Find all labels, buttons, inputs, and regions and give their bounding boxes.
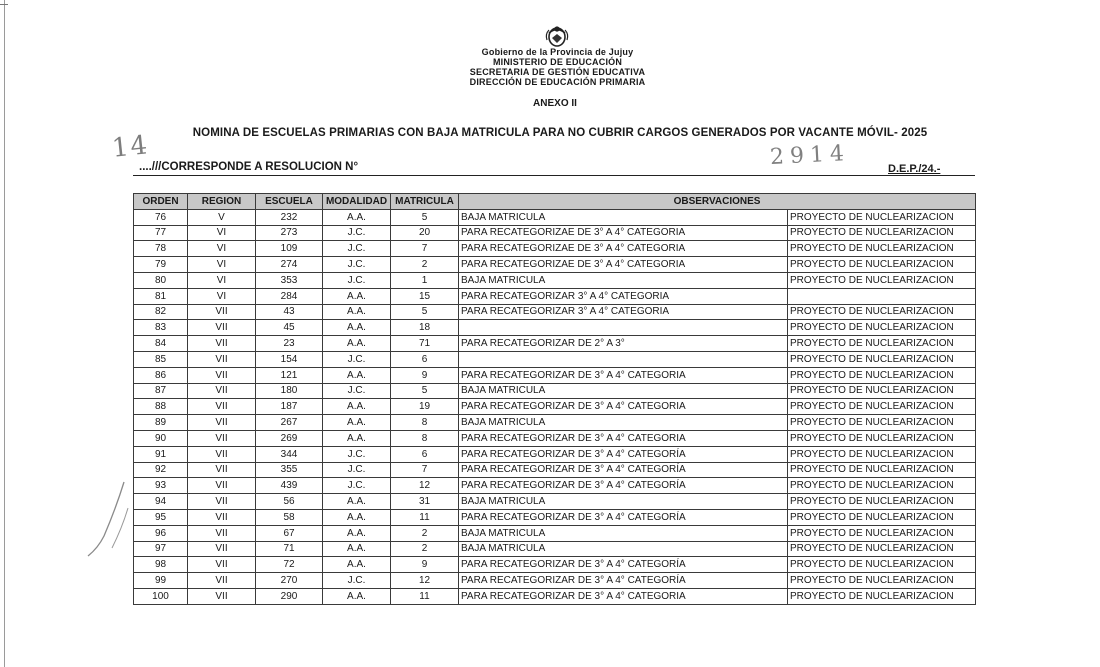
cell-observacion: BAJA MATRICULA bbox=[459, 525, 788, 541]
cell-observacion: PARA RECATEGORIZAR DE 3° A 4° CATEGORÍA bbox=[459, 509, 788, 525]
cell-escuela: 273 bbox=[256, 225, 323, 241]
cell-region: VI bbox=[188, 257, 256, 273]
cell-orden: 84 bbox=[134, 336, 188, 352]
cell-observacion: PARA RECATEGORIZAR DE 3° A 4° CATEGORIA bbox=[459, 367, 788, 383]
table-row bbox=[134, 494, 976, 510]
government-line: Gobierno de la Provincia de Jujuy bbox=[481, 47, 634, 57]
header-region: REGION bbox=[188, 194, 256, 210]
cell-escuela: 43 bbox=[256, 304, 323, 320]
cell-observacion: PARA RECATEGORIZAR DE 3° A 4° CATEGORIA bbox=[459, 430, 788, 446]
cell-observacion: BAJA MATRICULA bbox=[459, 209, 788, 225]
cell-escuela: 270 bbox=[256, 573, 323, 589]
cell-region: VII bbox=[188, 351, 256, 367]
cell-orden: 82 bbox=[134, 304, 188, 320]
cell-proyecto: PROYECTO DE NUCLEARIZACION bbox=[788, 494, 976, 510]
header-escuela: ESCUELA bbox=[256, 194, 323, 210]
secretariat-line: SECRETARIA DE GESTIÓN EDUCATIVA bbox=[469, 67, 646, 77]
dep-code: D.E.P./24.- bbox=[888, 163, 941, 175]
cell-modalidad: J.C. bbox=[323, 225, 391, 241]
cell-escuela: 284 bbox=[256, 288, 323, 304]
schools-table bbox=[133, 193, 976, 605]
cell-escuela: 67 bbox=[256, 525, 323, 541]
cell-region: VII bbox=[188, 415, 256, 431]
cell-region: VI bbox=[188, 225, 256, 241]
cell-observacion: BAJA MATRICULA bbox=[459, 494, 788, 510]
cell-observacion: PARA RECATEGORIZAE DE 3° A 4° CATEGORIA bbox=[459, 241, 788, 257]
cell-escuela: 109 bbox=[256, 241, 323, 257]
cell-observacion: PARA RECATEGORIZAR DE 3° A 4° CATEGORÍA bbox=[459, 478, 788, 494]
table-row bbox=[134, 320, 976, 336]
cell-escuela: 23 bbox=[256, 336, 323, 352]
cell-matricula: 8 bbox=[391, 415, 459, 431]
scan-edge-line bbox=[4, 0, 5, 667]
cell-modalidad: J.C. bbox=[323, 573, 391, 589]
cell-escuela: 72 bbox=[256, 557, 323, 573]
header-observaciones: OBSERVACIONES bbox=[459, 194, 976, 210]
cell-orden: 100 bbox=[134, 588, 188, 604]
table-row bbox=[134, 588, 976, 604]
cell-proyecto: PROYECTO DE NUCLEARIZACION bbox=[788, 588, 976, 604]
cell-matricula: 12 bbox=[391, 573, 459, 589]
cell-proyecto: PROYECTO DE NUCLEARIZACION bbox=[788, 462, 976, 478]
cell-orden: 81 bbox=[134, 288, 188, 304]
cell-orden: 91 bbox=[134, 446, 188, 462]
cell-matricula: 20 bbox=[391, 225, 459, 241]
cell-proyecto: PROYECTO DE NUCLEARIZACION bbox=[788, 383, 976, 399]
cell-matricula: 2 bbox=[391, 257, 459, 273]
ministry-line: MINISTERIO DE EDUCACIÓN bbox=[492, 57, 623, 67]
cell-proyecto: PROYECTO DE NUCLEARIZACION bbox=[788, 209, 976, 225]
cell-orden: 78 bbox=[134, 241, 188, 257]
cell-region: VII bbox=[188, 383, 256, 399]
cell-escuela: 121 bbox=[256, 367, 323, 383]
cell-proyecto: PROYECTO DE NUCLEARIZACION bbox=[788, 351, 976, 367]
cell-proyecto: PROYECTO DE NUCLEARIZACION bbox=[788, 367, 976, 383]
scan-edge-tick bbox=[0, 4, 8, 5]
cell-escuela: 274 bbox=[256, 257, 323, 273]
cell-observacion: PARA RECATEGORIZAR 3° A 4° CATEGORIA bbox=[459, 288, 788, 304]
cell-escuela: 180 bbox=[256, 383, 323, 399]
cell-escuela: 232 bbox=[256, 209, 323, 225]
cell-escuela: 267 bbox=[256, 415, 323, 431]
cell-escuela: 439 bbox=[256, 478, 323, 494]
cell-modalidad: A.A. bbox=[323, 320, 391, 336]
cell-orden: 79 bbox=[134, 257, 188, 273]
header-orden: ORDEN bbox=[134, 194, 188, 210]
table-row bbox=[134, 509, 976, 525]
cell-orden: 98 bbox=[134, 557, 188, 573]
cell-matricula: 31 bbox=[391, 494, 459, 510]
cell-proyecto: PROYECTO DE NUCLEARIZACION bbox=[788, 541, 976, 557]
cell-escuela: 56 bbox=[256, 494, 323, 510]
cell-observacion bbox=[459, 351, 788, 367]
cell-modalidad: A.A. bbox=[323, 399, 391, 415]
cell-orden: 88 bbox=[134, 399, 188, 415]
table-row bbox=[134, 241, 976, 257]
cell-observacion: PARA RECATEGORIZAR DE 3° A 4° CATEGORÍA bbox=[459, 462, 788, 478]
cell-modalidad: J.C. bbox=[323, 383, 391, 399]
cell-observacion: PARA RECATEGORIZAR DE 3° A 4° CATEGORÍA bbox=[459, 446, 788, 462]
cell-orden: 77 bbox=[134, 225, 188, 241]
cell-orden: 95 bbox=[134, 509, 188, 525]
cell-escuela: 290 bbox=[256, 588, 323, 604]
cell-region: VII bbox=[188, 367, 256, 383]
cell-proyecto: PROYECTO DE NUCLEARIZACION bbox=[788, 399, 976, 415]
table-row bbox=[134, 383, 976, 399]
cell-region: VI bbox=[188, 241, 256, 257]
cell-region: VII bbox=[188, 588, 256, 604]
cell-orden: 87 bbox=[134, 383, 188, 399]
table-row bbox=[134, 573, 976, 589]
cell-escuela: 269 bbox=[256, 430, 323, 446]
cell-matricula: 18 bbox=[391, 320, 459, 336]
cell-proyecto: PROYECTO DE NUCLEARIZACION bbox=[788, 272, 976, 288]
cell-matricula: 2 bbox=[391, 525, 459, 541]
cell-escuela: 353 bbox=[256, 272, 323, 288]
table-row bbox=[134, 557, 976, 573]
cell-observacion: PARA RECATEGORIZAR DE 3° A 4° CATEGORIA bbox=[459, 588, 788, 604]
cell-matricula: 5 bbox=[391, 383, 459, 399]
table-row bbox=[134, 541, 976, 557]
cell-matricula: 15 bbox=[391, 288, 459, 304]
cell-region: VII bbox=[188, 557, 256, 573]
table-row bbox=[134, 367, 976, 383]
cell-observacion: BAJA MATRICULA bbox=[459, 383, 788, 399]
cell-proyecto: PROYECTO DE NUCLEARIZACION bbox=[788, 478, 976, 494]
cell-proyecto: PROYECTO DE NUCLEARIZACION bbox=[788, 573, 976, 589]
cell-observacion: PARA RECATEGORIZAE DE 3° A 4° CATEGORIA bbox=[459, 225, 788, 241]
cell-matricula: 8 bbox=[391, 430, 459, 446]
cell-region: VII bbox=[188, 462, 256, 478]
cell-escuela: 71 bbox=[256, 541, 323, 557]
cell-proyecto: PROYECTO DE NUCLEARIZACION bbox=[788, 225, 976, 241]
cell-matricula: 11 bbox=[391, 509, 459, 525]
cell-modalidad: J.C. bbox=[323, 351, 391, 367]
cell-proyecto: PROYECTO DE NUCLEARIZACION bbox=[788, 525, 976, 541]
cell-orden: 94 bbox=[134, 494, 188, 510]
cell-proyecto: PROYECTO DE NUCLEARIZACION bbox=[788, 557, 976, 573]
table-row bbox=[134, 288, 976, 304]
cell-modalidad: A.A. bbox=[323, 494, 391, 510]
cell-proyecto: PROYECTO DE NUCLEARIZACION bbox=[788, 336, 976, 352]
cell-matricula: 7 bbox=[391, 241, 459, 257]
handwritten-page-number: 14 bbox=[110, 130, 151, 164]
table-header-row bbox=[134, 194, 976, 210]
annex-label: ANEXO II bbox=[533, 98, 577, 109]
cell-orden: 92 bbox=[134, 462, 188, 478]
cell-orden: 96 bbox=[134, 525, 188, 541]
cell-observacion: PARA RECATEGORIZAR DE 3° A 4° CATEGORÍA bbox=[459, 573, 788, 589]
direction-line: DIRECCIÓN DE EDUCACIÓN PRIMARIA bbox=[469, 77, 646, 87]
cell-matricula: 12 bbox=[391, 478, 459, 494]
cell-escuela: 187 bbox=[256, 399, 323, 415]
cell-region: VI bbox=[188, 288, 256, 304]
cell-proyecto: PROYECTO DE NUCLEARIZACION bbox=[788, 304, 976, 320]
resolution-stamp-number: 2914 bbox=[769, 140, 851, 171]
cell-escuela: 45 bbox=[256, 320, 323, 336]
cell-matricula: 6 bbox=[391, 351, 459, 367]
document-title: NOMINA DE ESCUELAS PRIMARIAS CON BAJA MATRICULA PARA NO CUBRIR CARGOS GENERADOS POR VACANTE MÓVIL- 2025 bbox=[192, 127, 928, 139]
cell-region: VII bbox=[188, 541, 256, 557]
table-row bbox=[134, 351, 976, 367]
cell-modalidad: J.C. bbox=[323, 446, 391, 462]
cell-modalidad: J.C. bbox=[323, 478, 391, 494]
table-row bbox=[134, 415, 976, 431]
cell-proyecto: PROYECTO DE NUCLEARIZACION bbox=[788, 509, 976, 525]
cell-observacion: BAJA MATRICULA bbox=[459, 541, 788, 557]
cell-observacion: PARA RECATEGORIZAR DE 2° A 3° bbox=[459, 336, 788, 352]
cell-modalidad: A.A. bbox=[323, 415, 391, 431]
cell-proyecto: PROYECTO DE NUCLEARIZACION bbox=[788, 415, 976, 431]
cell-region: VII bbox=[188, 525, 256, 541]
cell-proyecto bbox=[788, 288, 976, 304]
cell-region: V bbox=[188, 209, 256, 225]
table-row bbox=[134, 336, 976, 352]
cell-matricula: 19 bbox=[391, 399, 459, 415]
cell-region: VII bbox=[188, 494, 256, 510]
table-row bbox=[134, 272, 976, 288]
table-row bbox=[134, 446, 976, 462]
cell-observacion: BAJA MATRICULA bbox=[459, 415, 788, 431]
cell-proyecto: PROYECTO DE NUCLEARIZACION bbox=[788, 320, 976, 336]
cell-modalidad: J.C. bbox=[323, 272, 391, 288]
cell-modalidad: A.A. bbox=[323, 509, 391, 525]
cell-region: VII bbox=[188, 336, 256, 352]
cell-modalidad: A.A. bbox=[323, 557, 391, 573]
cell-region: VII bbox=[188, 573, 256, 589]
cell-orden: 90 bbox=[134, 430, 188, 446]
table-row bbox=[134, 304, 976, 320]
cell-region: VI bbox=[188, 272, 256, 288]
cell-observacion bbox=[459, 320, 788, 336]
cell-matricula: 5 bbox=[391, 304, 459, 320]
table-row bbox=[134, 478, 976, 494]
cell-proyecto: PROYECTO DE NUCLEARIZACION bbox=[788, 241, 976, 257]
cell-matricula: 2 bbox=[391, 541, 459, 557]
cell-matricula: 9 bbox=[391, 557, 459, 573]
cell-orden: 76 bbox=[134, 209, 188, 225]
cell-escuela: 344 bbox=[256, 446, 323, 462]
cell-orden: 93 bbox=[134, 478, 188, 494]
institution-header bbox=[360, 47, 755, 87]
cell-modalidad: A.A. bbox=[323, 367, 391, 383]
header-modalidad: MODALIDAD bbox=[323, 194, 391, 210]
handwritten-slash-mark bbox=[86, 478, 136, 558]
cell-orden: 86 bbox=[134, 367, 188, 383]
cell-modalidad: A.A. bbox=[323, 304, 391, 320]
cell-modalidad: A.A. bbox=[323, 541, 391, 557]
cell-escuela: 58 bbox=[256, 509, 323, 525]
cell-modalidad: A.A. bbox=[323, 525, 391, 541]
cell-matricula: 5 bbox=[391, 209, 459, 225]
cell-modalidad: A.A. bbox=[323, 288, 391, 304]
cell-region: VII bbox=[188, 446, 256, 462]
cell-orden: 80 bbox=[134, 272, 188, 288]
table-row bbox=[134, 209, 976, 225]
cell-modalidad: A.A. bbox=[323, 209, 391, 225]
cell-matricula: 6 bbox=[391, 446, 459, 462]
cell-modalidad: J.C. bbox=[323, 257, 391, 273]
cell-observacion: PARA RECATEGORIZAE DE 3° A 4° CATEGORIA bbox=[459, 257, 788, 273]
cell-proyecto: PROYECTO DE NUCLEARIZACION bbox=[788, 446, 976, 462]
cell-orden: 89 bbox=[134, 415, 188, 431]
cell-matricula: 11 bbox=[391, 588, 459, 604]
cell-matricula: 1 bbox=[391, 272, 459, 288]
cell-region: VII bbox=[188, 478, 256, 494]
cell-observacion: BAJA MATRICULA bbox=[459, 272, 788, 288]
cell-region: VII bbox=[188, 399, 256, 415]
cell-orden: 97 bbox=[134, 541, 188, 557]
cell-proyecto: PROYECTO DE NUCLEARIZACION bbox=[788, 257, 976, 273]
table-row bbox=[134, 257, 976, 273]
cell-orden: 99 bbox=[134, 573, 188, 589]
coat-of-arms-icon bbox=[544, 24, 570, 48]
cell-escuela: 154 bbox=[256, 351, 323, 367]
cell-region: VII bbox=[188, 509, 256, 525]
cell-modalidad: J.C. bbox=[323, 462, 391, 478]
cell-orden: 85 bbox=[134, 351, 188, 367]
resolution-line: ....///CORRESPONDE A RESOLUCION N° bbox=[139, 161, 359, 173]
table-row bbox=[134, 399, 976, 415]
cell-escuela: 355 bbox=[256, 462, 323, 478]
header-matricula: MATRICULA bbox=[391, 194, 459, 210]
cell-proyecto: PROYECTO DE NUCLEARIZACION bbox=[788, 430, 976, 446]
table-row bbox=[134, 430, 976, 446]
resolution-underline bbox=[133, 175, 975, 176]
table-row bbox=[134, 525, 976, 541]
table-row bbox=[134, 462, 976, 478]
cell-matricula: 9 bbox=[391, 367, 459, 383]
cell-region: VII bbox=[188, 430, 256, 446]
cell-observacion: PARA RECATEGORIZAR 3° A 4° CATEGORIA bbox=[459, 304, 788, 320]
table-row bbox=[134, 225, 976, 241]
cell-modalidad: A.A. bbox=[323, 588, 391, 604]
cell-region: VII bbox=[188, 320, 256, 336]
cell-region: VII bbox=[188, 304, 256, 320]
cell-observacion: PARA RECATEGORIZAR DE 3° A 4° CATEGORÍA bbox=[459, 557, 788, 573]
cell-orden: 83 bbox=[134, 320, 188, 336]
cell-matricula: 7 bbox=[391, 462, 459, 478]
cell-modalidad: J.C. bbox=[323, 241, 391, 257]
cell-modalidad: A.A. bbox=[323, 336, 391, 352]
cell-observacion: PARA RECATEGORIZAR DE 3° A 4° CATEGORIA bbox=[459, 399, 788, 415]
cell-modalidad: A.A. bbox=[323, 430, 391, 446]
table-body bbox=[134, 209, 976, 604]
cell-matricula: 71 bbox=[391, 336, 459, 352]
